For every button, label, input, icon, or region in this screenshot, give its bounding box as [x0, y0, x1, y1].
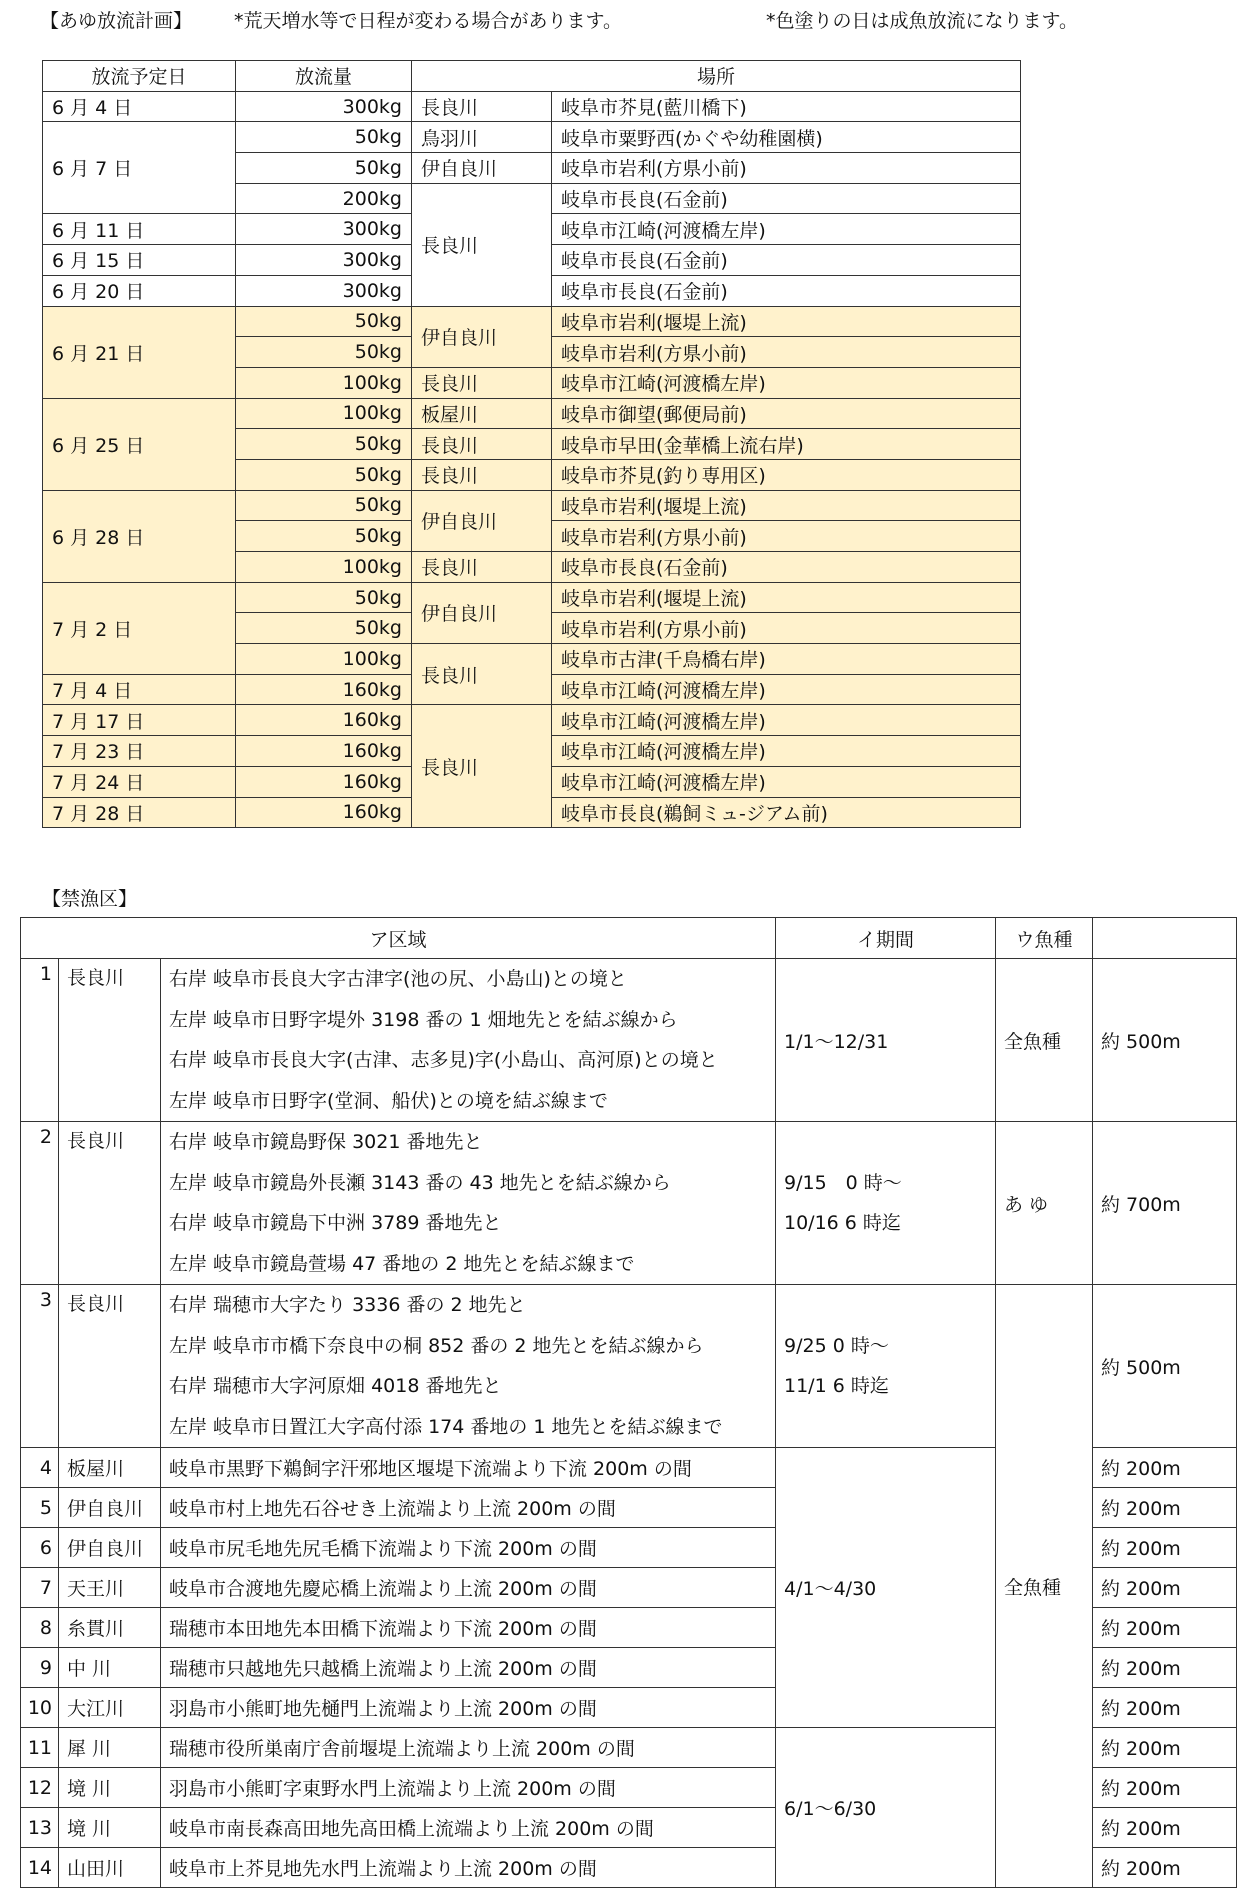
zone-species: あ ゆ	[996, 1122, 1093, 1285]
table-row	[21, 1285, 1237, 1448]
zone-river: 伊自良川	[59, 1528, 161, 1568]
release-date: 6 月 28 日	[43, 490, 236, 582]
release-amount: 160kg	[236, 797, 412, 828]
table-row	[43, 91, 1021, 122]
release-amount: 300kg	[236, 214, 412, 245]
table-row	[43, 122, 1021, 153]
release-date: 7 月 28 日	[43, 797, 236, 828]
release-amount: 100kg	[236, 644, 412, 675]
zone-length: 約 200m	[1093, 1528, 1237, 1568]
zone-period	[776, 1285, 996, 1448]
release-place: 岐阜市御望(郵便局前)	[552, 398, 1021, 429]
area-line: 右岸 瑞穂市大字たり 3336 番の 2 地先と	[169, 1294, 526, 1316]
release-river: 長良川	[412, 183, 552, 306]
release-place: 岐阜市長良(石金前)	[552, 552, 1021, 583]
release-place: 岐阜市岩利(堰堤上流)	[552, 306, 1021, 337]
zone-length: 約 500m	[1093, 1285, 1237, 1448]
zone-number: 3	[21, 1285, 59, 1448]
release-amount: 50kg	[236, 122, 412, 153]
release-place: 岐阜市江崎(河渡橋左岸)	[552, 705, 1021, 736]
release-place: 岐阜市江崎(河渡橋左岸)	[552, 736, 1021, 767]
release-amount: 50kg	[236, 582, 412, 613]
zone-area: 瑞穂市役所巣南庁舎前堰堤上流端より上流 200m の間	[161, 1728, 776, 1768]
zone-area: 羽島市小熊町字東野水門上流端より上流 200m の間	[161, 1768, 776, 1808]
zone-length: 約 200m	[1093, 1648, 1237, 1688]
release-date: 6 月 4 日	[43, 91, 236, 122]
header-date: 放流予定日	[43, 61, 236, 92]
release-place: 岐阜市芥見(藍川橋下)	[552, 91, 1021, 122]
release-river: 長良川	[412, 644, 552, 705]
release-river: 伊自良川	[412, 153, 552, 184]
zone-length: 約 200m	[1093, 1488, 1237, 1528]
zone-species: 全魚種	[996, 959, 1093, 1122]
release-place: 岐阜市早田(金華橋上流右岸)	[552, 429, 1021, 460]
zone-number: 12	[21, 1768, 59, 1808]
zone-river: 天王川	[59, 1568, 161, 1608]
release-place: 岐阜市江崎(河渡橋左岸)	[552, 674, 1021, 705]
release-place: 岐阜市江崎(河渡橋左岸)	[552, 214, 1021, 245]
zone-length: 約 700m	[1093, 1122, 1237, 1285]
release-date: 6 月 21 日	[43, 306, 236, 398]
table-header-row	[21, 918, 1237, 959]
release-amount: 50kg	[236, 521, 412, 552]
zone-length: 約 200m	[1093, 1608, 1237, 1648]
release-river: 伊自良川	[412, 582, 552, 643]
zone-number: 9	[21, 1648, 59, 1688]
zone-river: 境 川	[59, 1808, 161, 1848]
release-date: 6 月 20 日	[43, 275, 236, 306]
release-amount: 300kg	[236, 91, 412, 122]
period-line: 10/16 6 時迄	[784, 1212, 901, 1234]
area-line: 左岸 岐阜市日野字(堂洞、船伏)との境を結ぶ線まで	[169, 1089, 608, 1112]
release-plan-title: 【あゆ放流計画】	[40, 10, 193, 32]
release-amount: 300kg	[236, 245, 412, 276]
zone-area: 瑞穂市本田地先本田橋下流端より下流 200m の間	[161, 1608, 776, 1648]
release-date: 7 月 24 日	[43, 766, 236, 797]
release-place: 岐阜市長良(鵜飼ミュ-ジアム前)	[552, 797, 1021, 828]
zone-river: 糸貫川	[59, 1608, 161, 1648]
zone-area: 岐阜市南長森高田地先高田橋上流端より上流 200m の間	[161, 1808, 776, 1848]
zone-length: 約 500m	[1093, 959, 1237, 1122]
release-amount: 160kg	[236, 736, 412, 767]
release-river: 長良川	[412, 429, 552, 460]
release-amount: 50kg	[236, 306, 412, 337]
release-river: 長良川	[412, 459, 552, 490]
table-row	[43, 582, 1021, 613]
release-place: 岐阜市岩利(堰堤上流)	[552, 490, 1021, 521]
release-plan-table	[42, 60, 1021, 828]
zone-species: 全魚種	[996, 1285, 1093, 1888]
area-line: 左岸 岐阜市鏡島萱場 47 番地の 2 地先とを結ぶ線まで	[169, 1252, 635, 1275]
release-place: 岐阜市江崎(河渡橋左岸)	[552, 766, 1021, 797]
area-line: 右岸 岐阜市長良大字(古津、志多見)字(小島山、高河原)との境と	[169, 1049, 718, 1071]
table-row	[43, 705, 1021, 736]
zone-number: 11	[21, 1728, 59, 1768]
release-river: 長良川	[412, 91, 552, 122]
zone-river: 中 川	[59, 1648, 161, 1688]
release-amount: 50kg	[236, 337, 412, 368]
zone-length: 約 200m	[1093, 1768, 1237, 1808]
zone-number: 4	[21, 1448, 59, 1488]
table-row	[43, 490, 1021, 521]
table-row	[21, 1122, 1237, 1285]
release-place: 岐阜市長良(石金前)	[552, 245, 1021, 276]
release-amount: 160kg	[236, 674, 412, 705]
header-area: ア区域	[21, 918, 776, 959]
zone-number: 5	[21, 1488, 59, 1528]
zone-river: 長良川	[59, 1285, 161, 1448]
release-place: 岐阜市岩利(堰堤上流)	[552, 582, 1021, 613]
table-header-row	[43, 61, 1021, 92]
release-place: 岐阜市芥見(釣り専用区)	[552, 459, 1021, 490]
release-amount: 160kg	[236, 766, 412, 797]
release-amount: 50kg	[236, 613, 412, 644]
period-line: 9/15 0 時～	[784, 1171, 902, 1194]
zone-number: 2	[21, 1122, 59, 1285]
header-length	[1093, 918, 1237, 959]
release-amount: 200kg	[236, 183, 412, 214]
zone-length: 約 200m	[1093, 1448, 1237, 1488]
period-line: 1/1～12/31	[784, 1030, 889, 1053]
header-period: イ期間	[776, 918, 996, 959]
release-river: 伊自良川	[412, 306, 552, 367]
release-place: 岐阜市岩利(方県小前)	[552, 521, 1021, 552]
zone-period: 4/1～4/30	[776, 1448, 996, 1728]
area-line: 右岸 岐阜市鏡島下中洲 3789 番地先と	[169, 1212, 502, 1234]
area-line: 右岸 岐阜市鏡島野保 3021 番地先と	[169, 1131, 483, 1153]
release-place: 岐阜市古津(千鳥橋右岸)	[552, 644, 1021, 675]
release-note-color: *色塗りの日は成魚放流になります。	[766, 10, 1078, 32]
release-river: 伊自良川	[412, 490, 552, 551]
release-date: 7 月 4 日	[43, 674, 236, 705]
release-amount: 100kg	[236, 398, 412, 429]
release-place: 岐阜市長良(石金前)	[552, 183, 1021, 214]
zone-area: 羽島市小熊町地先樋門上流端より上流 200m の間	[161, 1688, 776, 1728]
release-place: 岐阜市粟野西(かぐや幼稚園横)	[552, 122, 1021, 153]
zone-area	[161, 959, 776, 1122]
release-amount: 300kg	[236, 275, 412, 306]
zone-area: 岐阜市尻毛地先尻毛橋下流端より下流 200m の間	[161, 1528, 776, 1568]
zone-period: 6/1～6/30	[776, 1728, 996, 1888]
release-place: 岐阜市岩利(方県小前)	[552, 153, 1021, 184]
zone-river: 山田川	[59, 1848, 161, 1888]
area-line: 右岸 瑞穂市大字河原畑 4018 番地先と	[169, 1375, 502, 1397]
zone-length: 約 200m	[1093, 1688, 1237, 1728]
table-row	[21, 959, 1237, 1122]
zone-period	[776, 1122, 996, 1285]
zone-river: 犀 川	[59, 1728, 161, 1768]
release-date: 7 月 23 日	[43, 736, 236, 767]
header-place: 場所	[412, 61, 1021, 92]
area-line: 右岸 岐阜市長良大字古津字(池の尻、小島山)との境と	[169, 968, 627, 990]
header-amount: 放流量	[236, 61, 412, 92]
area-line: 左岸 岐阜市日置江大字高付添 174 番地の 1 地先とを結ぶ線まで	[169, 1415, 723, 1438]
zone-river: 長良川	[59, 1122, 161, 1285]
release-amount: 160kg	[236, 705, 412, 736]
release-river: 長良川	[412, 552, 552, 583]
zone-river: 長良川	[59, 959, 161, 1122]
release-date: 7 月 17 日	[43, 705, 236, 736]
release-river: 長良川	[412, 705, 552, 828]
zone-length: 約 200m	[1093, 1728, 1237, 1768]
release-date: 6 月 11 日	[43, 214, 236, 245]
release-place: 岐阜市江崎(河渡橋左岸)	[552, 367, 1021, 398]
period-line: 9/25 0 時～	[784, 1334, 889, 1357]
release-place: 岐阜市長良(石金前)	[552, 275, 1021, 306]
release-river: 長良川	[412, 367, 552, 398]
zone-number: 10	[21, 1688, 59, 1728]
release-amount: 100kg	[236, 552, 412, 583]
release-note-weather: *荒天増水等で日程が変わる場合があります。	[234, 10, 622, 32]
zone-river: 板屋川	[59, 1448, 161, 1488]
release-amount: 50kg	[236, 153, 412, 184]
zone-area: 瑞穂市只越地先只越橋上流端より上流 200m の間	[161, 1648, 776, 1688]
area-line: 左岸 岐阜市市橋下奈良中の桐 852 番の 2 地先とを結ぶ線から	[169, 1334, 704, 1357]
release-river: 板屋川	[412, 398, 552, 429]
zone-length: 約 200m	[1093, 1848, 1237, 1888]
table-row	[43, 398, 1021, 429]
release-date: 6 月 7 日	[43, 122, 236, 214]
zone-number: 14	[21, 1848, 59, 1888]
release-amount: 50kg	[236, 459, 412, 490]
release-date: 6 月 25 日	[43, 398, 236, 490]
release-place: 岐阜市岩利(方県小前)	[552, 337, 1021, 368]
zone-number: 8	[21, 1608, 59, 1648]
release-date: 7 月 2 日	[43, 582, 236, 674]
no-fishing-table	[20, 917, 1237, 1888]
zone-number: 1	[21, 959, 59, 1122]
zone-area: 岐阜市上芥見地先水門上流端より上流 200m の間	[161, 1848, 776, 1888]
period-line: 11/1 6 時迄	[784, 1375, 889, 1397]
zone-river: 伊自良川	[59, 1488, 161, 1528]
no-fishing-title: 【禁漁区】	[42, 888, 138, 910]
zone-period	[776, 959, 996, 1122]
zone-length: 約 200m	[1093, 1808, 1237, 1848]
zone-number: 7	[21, 1568, 59, 1608]
zone-area: 岐阜市合渡地先慶応橋上流端より上流 200m の間	[161, 1568, 776, 1608]
zone-area: 岐阜市黒野下鵜飼字汗邪地区堰堤下流端より下流 200m の間	[161, 1448, 776, 1488]
area-line: 左岸 岐阜市日野字堤外 3198 番の 1 畑地先とを結ぶ線から	[169, 1008, 678, 1031]
release-amount: 50kg	[236, 490, 412, 521]
release-date: 6 月 15 日	[43, 245, 236, 276]
zone-number: 13	[21, 1808, 59, 1848]
release-river: 鳥羽川	[412, 122, 552, 153]
area-line: 左岸 岐阜市鏡島外長瀬 3143 番の 43 地先とを結ぶ線から	[169, 1171, 671, 1194]
zone-river: 境 川	[59, 1768, 161, 1808]
zone-area	[161, 1122, 776, 1285]
zone-number: 6	[21, 1528, 59, 1568]
release-amount: 50kg	[236, 429, 412, 460]
release-amount: 100kg	[236, 367, 412, 398]
release-place: 岐阜市岩利(方県小前)	[552, 613, 1021, 644]
zone-length: 約 200m	[1093, 1568, 1237, 1608]
table-row	[43, 306, 1021, 337]
zone-river: 大江川	[59, 1688, 161, 1728]
zone-area: 岐阜市村上地先石谷せき上流端より上流 200m の間	[161, 1488, 776, 1528]
zone-area	[161, 1285, 776, 1448]
header-species: ウ魚種	[996, 918, 1093, 959]
